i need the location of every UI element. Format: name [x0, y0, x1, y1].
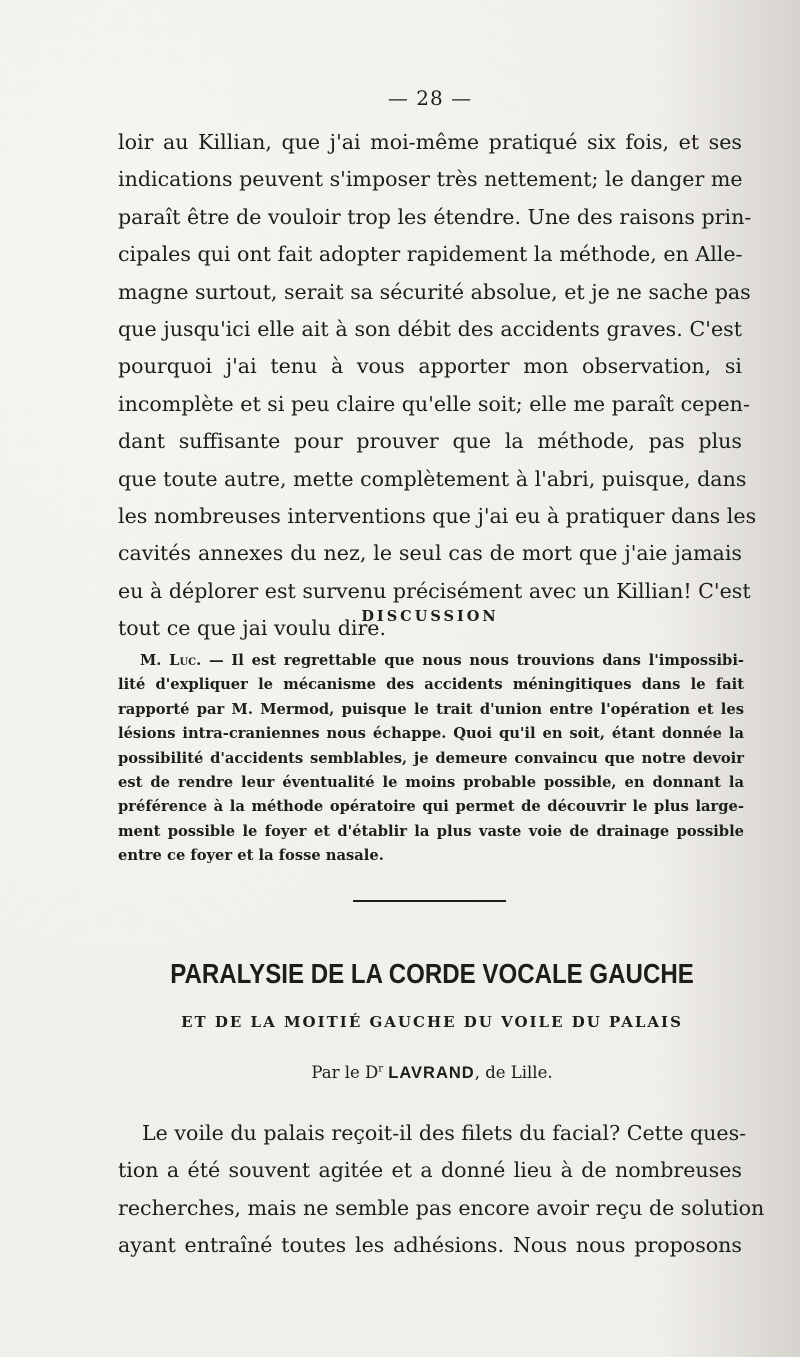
text-line: recherches, mais ne semble pas encore avoir reçu de solution: [118, 1195, 765, 1220]
byline-superscript: r: [378, 1063, 384, 1075]
byline-suffix: , de Lille.: [474, 1063, 553, 1082]
paragraph-continued: [118, 124, 757, 647]
page-number: — 28 —: [387, 86, 473, 110]
author-name: LAVRAND: [388, 1064, 475, 1082]
text-line: eu à déplorer est survenu précisément avec un Killian! C'est: [118, 578, 751, 603]
article-paragraph: [118, 1115, 765, 1265]
text-line: lésions intra-craniennes nous échappe. Quoi qu'il en soit, étant donnée la: [118, 725, 744, 743]
text-line: tion a été souvent agitée et a donné lieu à de nombreuses: [118, 1158, 742, 1183]
discussion-paragraph: [118, 649, 744, 869]
text-line: rapporté par M. Mermod, puisque le trait d'union entre l'opération et les: [118, 700, 744, 718]
text-line: préférence à la méthode opératoire qui permet de découvrir le plus large-: [118, 798, 744, 816]
text-line: que toute autre, mette complètement à l'abri, puisque, dans: [118, 466, 747, 491]
text-line: tout ce que jai voulu dire.: [118, 616, 387, 641]
text-line: ayant entraîné toutes les adhésions. Nous nous proposons: [118, 1233, 742, 1258]
text-line: dant suffisante pour prouver que la méthode, pas plus: [118, 429, 742, 454]
text-line: loir au Killian, que j'ai moi-même pratiqué six fois, et ses: [118, 130, 742, 154]
discussion-heading: DISCUSSION: [361, 608, 499, 625]
speaker-name: M. Luc.: [140, 652, 202, 669]
text-line: ment possible le foyer et d'établir la plus vaste voie de drainage possible: [118, 822, 744, 840]
text-line: entre ce foyer et la fosse nasale.: [118, 847, 384, 865]
text-line: est de rendre leur éventualité le moins probable possible, en donnant la: [118, 773, 744, 791]
text-line: pourquoi j'ai tenu à vous apporter mon observation, si: [118, 354, 742, 379]
text-line: Le voile du palais reçoit-il des filets du facial? Cette ques-: [142, 1121, 747, 1145]
text-line: paraît être de vouloir trop les étendre. Une des raisons prin-: [118, 204, 752, 229]
text-line: possibilité d'accidents semblables, je demeure convaincu que notre devoir: [118, 749, 744, 767]
text-line: que jusqu'ici elle ait à son débit des accidents graves. C'est: [118, 316, 742, 341]
text-line: incomplète et si peu claire qu'elle soit; elle me paraît cepen-: [118, 391, 750, 416]
text-line: les nombreuses interventions que j'ai eu à pratiquer dans les: [118, 503, 757, 528]
article-title: PARALYSIE DE LA CORDE VOCALE GAUCHE: [170, 958, 694, 989]
section-divider: [353, 900, 506, 902]
article-subtitle: ET DE LA MOITIÉ GAUCHE DU VOILE DU PALAIS: [181, 1013, 683, 1031]
discussion-first-line: [118, 649, 744, 673]
discussion-text: — Il est regrettable que nous nous trouvions dans l'impossibi-: [209, 652, 744, 669]
byline: [0, 1063, 800, 1083]
text-line: cavités annexes du nez, le seul cas de mort que j'aie jamais: [118, 541, 742, 566]
byline-prefix: Par le D: [311, 1063, 379, 1082]
text-line: cipales qui ont fait adopter rapidement la méthode, en Alle-: [118, 242, 743, 267]
text-line: indications peuvent s'imposer très nettement; le danger me: [118, 167, 743, 192]
text-line: lité d'expliquer le mécanisme des accidents méningitiques dans le fait: [118, 676, 744, 694]
text-line: magne surtout, serait sa sécurité absolue, et je ne sache pas: [118, 279, 751, 304]
